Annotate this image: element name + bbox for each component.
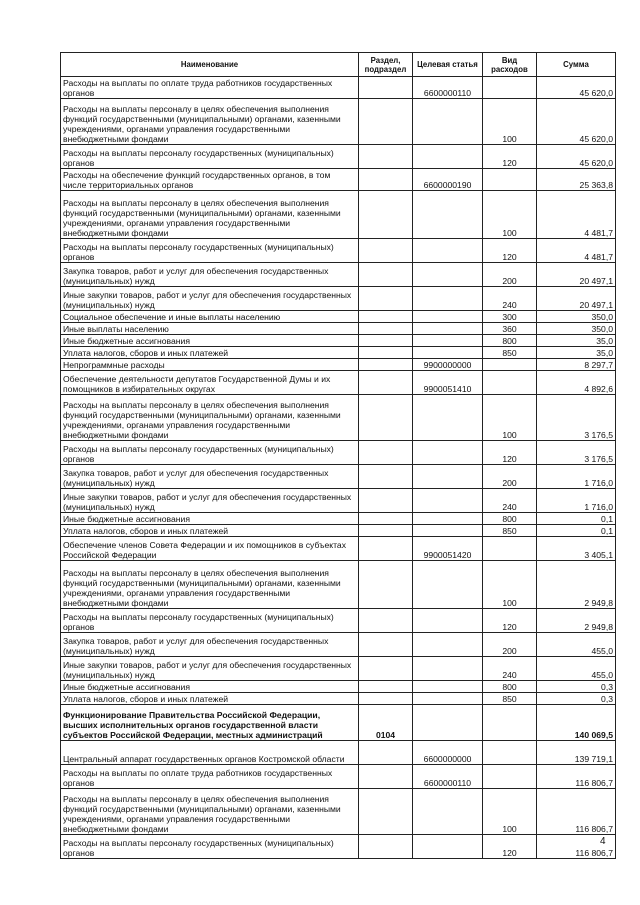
cell-name: Расходы на выплаты персоналу в целях обеспечения выполнения функций государственными (муниципальными) органами, казенными учреждениями, органами управления государственными внебюджетными фондами <box>61 191 359 239</box>
table-row <box>61 765 616 789</box>
cell-section <box>359 741 413 765</box>
table-row <box>61 169 616 191</box>
cell-section <box>359 395 413 441</box>
table-row <box>61 287 616 311</box>
cell-sum: 2 949,8 <box>537 609 616 633</box>
cell-section <box>359 371 413 395</box>
cell-target <box>413 561 483 609</box>
cell-target <box>413 465 483 489</box>
cell-type: 120 <box>483 145 537 169</box>
cell-name: Расходы на выплаты персоналу в целях обеспечения выполнения функций государственными (муниципальными) органами, казенными учреждениями, органами управления государственными внебюджетными фондами <box>61 99 359 145</box>
cell-name: Иные бюджетные ассигнования <box>61 335 359 347</box>
cell-sum: 0,1 <box>537 525 616 537</box>
table-row <box>61 335 616 347</box>
table-row <box>61 395 616 441</box>
cell-sum: 116 806,7 <box>537 835 616 859</box>
cell-name: Расходы на выплаты персоналу государственных (муниципальных) органов <box>61 609 359 633</box>
cell-name: Иные выплаты населению <box>61 323 359 335</box>
cell-target: 6600000110 <box>413 77 483 99</box>
cell-type: 240 <box>483 657 537 681</box>
cell-target <box>413 525 483 537</box>
cell-section <box>359 263 413 287</box>
cell-name: Расходы на выплаты по оплате труда работников государственных органов <box>61 765 359 789</box>
table-row <box>61 705 616 741</box>
cell-type: 120 <box>483 609 537 633</box>
cell-sum: 35,0 <box>537 335 616 347</box>
cell-name: Социальное обеспечение и иные выплаты населению <box>61 311 359 323</box>
table-row <box>61 239 616 263</box>
cell-sum: 20 497,1 <box>537 287 616 311</box>
cell-name: Расходы на выплаты персоналу государственных (муниципальных) органов <box>61 441 359 465</box>
cell-section <box>359 359 413 371</box>
cell-type: 240 <box>483 287 537 311</box>
cell-type: 800 <box>483 513 537 525</box>
cell-target <box>413 335 483 347</box>
cell-target: 9900000000 <box>413 359 483 371</box>
table-row <box>61 657 616 681</box>
cell-name: Расходы на выплаты персоналу в целях обеспечения выполнения функций государственными (муниципальными) органами, казенными учреждениями, органами управления государственными внебюджетными фондами <box>61 789 359 835</box>
cell-sum: 4 481,7 <box>537 239 616 263</box>
cell-section <box>359 145 413 169</box>
cell-sum: 0,1 <box>537 513 616 525</box>
cell-section <box>359 789 413 835</box>
cell-section <box>359 239 413 263</box>
cell-sum: 0,3 <box>537 693 616 705</box>
cell-sum: 1 716,0 <box>537 489 616 513</box>
cell-name: Расходы на выплаты по оплате труда работников государственных органов <box>61 77 359 99</box>
cell-section <box>359 765 413 789</box>
cell-name: Расходы на выплаты персоналу в целях обеспечения выполнения функций государственными (муниципальными) органами, казенными учреждениями, органами управления государственными внебюджетными фондами <box>61 561 359 609</box>
cell-target <box>413 513 483 525</box>
cell-target <box>413 239 483 263</box>
cell-name: Обеспечение деятельности депутатов Государственной Думы и их помощников в избирательных округах <box>61 371 359 395</box>
cell-type: 200 <box>483 465 537 489</box>
cell-target <box>413 323 483 335</box>
cell-type: 100 <box>483 395 537 441</box>
cell-sum: 45 620,0 <box>537 145 616 169</box>
cell-section <box>359 693 413 705</box>
table-row <box>61 191 616 239</box>
cell-name: Непрограммные расходы <box>61 359 359 371</box>
cell-target <box>413 191 483 239</box>
cell-sum: 350,0 <box>537 323 616 335</box>
cell-target: 6600000190 <box>413 169 483 191</box>
cell-section <box>359 525 413 537</box>
cell-section <box>359 335 413 347</box>
cell-section <box>359 489 413 513</box>
table-row <box>61 609 616 633</box>
cell-section <box>359 323 413 335</box>
cell-section <box>359 537 413 561</box>
cell-type: 360 <box>483 323 537 335</box>
cell-type: 120 <box>483 835 537 859</box>
cell-type: 800 <box>483 335 537 347</box>
cell-section <box>359 609 413 633</box>
table-row <box>61 347 616 359</box>
cell-type: 200 <box>483 633 537 657</box>
table-row <box>61 693 616 705</box>
cell-name: Закупка товаров, работ и услуг для обеспечения государственных (муниципальных) нужд <box>61 633 359 657</box>
header-section: Раздел, подраздел <box>359 53 413 77</box>
header-type: Вид расходов <box>483 53 537 77</box>
cell-name: Уплата налогов, сборов и иных платежей <box>61 525 359 537</box>
table-row <box>61 145 616 169</box>
cell-target: 6600000110 <box>413 765 483 789</box>
cell-section <box>359 77 413 99</box>
cell-section <box>359 441 413 465</box>
cell-name: Уплата налогов, сборов и иных платежей <box>61 693 359 705</box>
cell-target: 6600000000 <box>413 741 483 765</box>
table-row <box>61 525 616 537</box>
cell-target <box>413 311 483 323</box>
cell-name: Иные закупки товаров, работ и услуг для обеспечения государственных (муниципальных) нужд <box>61 287 359 311</box>
cell-section <box>359 347 413 359</box>
cell-target <box>413 633 483 657</box>
table-row <box>61 99 616 145</box>
cell-sum: 45 620,0 <box>537 99 616 145</box>
cell-target <box>413 145 483 169</box>
cell-name: Центральный аппарат государственных органов Костромской области <box>61 741 359 765</box>
cell-target <box>413 693 483 705</box>
cell-sum: 140 069,5 <box>537 705 616 741</box>
cell-sum: 4 481,7 <box>537 191 616 239</box>
table-row <box>61 371 616 395</box>
cell-sum: 3 405,1 <box>537 537 616 561</box>
cell-type <box>483 705 537 741</box>
cell-type: 120 <box>483 441 537 465</box>
cell-type: 200 <box>483 263 537 287</box>
cell-name: Закупка товаров, работ и услуг для обеспечения государственных (муниципальных) нужд <box>61 263 359 287</box>
cell-name: Закупка товаров, работ и услуг для обеспечения государственных (муниципальных) нужд <box>61 465 359 489</box>
table-row <box>61 77 616 99</box>
cell-sum: 350,0 <box>537 311 616 323</box>
cell-name: Иные закупки товаров, работ и услуг для обеспечения государственных (муниципальных) нужд <box>61 657 359 681</box>
cell-section <box>359 311 413 323</box>
table-row <box>61 513 616 525</box>
cell-section: 0104 <box>359 705 413 741</box>
cell-target: 9900051410 <box>413 371 483 395</box>
cell-name: Уплата налогов, сборов и иных платежей <box>61 347 359 359</box>
page-number: 4 <box>600 836 606 847</box>
cell-name: Расходы на выплаты персоналу в целях обеспечения выполнения функций государственными (муниципальными) органами, казенными учреждениями, органами управления государственными внебюджетными фондами <box>61 395 359 441</box>
cell-target <box>413 681 483 693</box>
cell-sum: 35,0 <box>537 347 616 359</box>
cell-sum: 20 497,1 <box>537 263 616 287</box>
cell-sum: 455,0 <box>537 657 616 681</box>
cell-name: Иные бюджетные ассигнования <box>61 513 359 525</box>
table-row <box>61 441 616 465</box>
cell-type: 100 <box>483 789 537 835</box>
table-row <box>61 537 616 561</box>
cell-target <box>413 441 483 465</box>
cell-name: Иные бюджетные ассигнования <box>61 681 359 693</box>
table-row <box>61 561 616 609</box>
cell-section <box>359 657 413 681</box>
table-row <box>61 789 616 835</box>
cell-type: 300 <box>483 311 537 323</box>
cell-section <box>359 561 413 609</box>
cell-section <box>359 99 413 145</box>
cell-sum: 8 297,7 <box>537 359 616 371</box>
header-name: Наименование <box>61 53 359 77</box>
cell-name: Обеспечение членов Совета Федерации и их помощников в субъектах Российской Федерации <box>61 537 359 561</box>
cell-section <box>359 681 413 693</box>
cell-type: 100 <box>483 561 537 609</box>
cell-section <box>359 191 413 239</box>
cell-name: Расходы на обеспечение функций государственных органов, в том числе территориальных органов <box>61 169 359 191</box>
table-header-row <box>61 53 616 77</box>
cell-target <box>413 287 483 311</box>
cell-target <box>413 489 483 513</box>
cell-type: 100 <box>483 99 537 145</box>
cell-type <box>483 371 537 395</box>
cell-target <box>413 705 483 741</box>
cell-sum: 116 806,7 <box>537 765 616 789</box>
cell-sum: 139 719,1 <box>537 741 616 765</box>
cell-name: Расходы на выплаты персоналу государственных (муниципальных) органов <box>61 145 359 169</box>
header-sum: Сумма <box>537 53 616 77</box>
cell-sum: 0,3 <box>537 681 616 693</box>
cell-type: 800 <box>483 681 537 693</box>
cell-sum: 1 716,0 <box>537 465 616 489</box>
cell-sum: 3 176,5 <box>537 441 616 465</box>
cell-type: 850 <box>483 347 537 359</box>
cell-sum: 3 176,5 <box>537 395 616 441</box>
cell-target <box>413 789 483 835</box>
cell-name: Функционирование Правительства Российской Федерации, высших исполнительных органов государственной власти субъектов Российской Федерации, местных администраций <box>61 705 359 741</box>
cell-type <box>483 77 537 99</box>
cell-target <box>413 263 483 287</box>
cell-target: 9900051420 <box>413 537 483 561</box>
table-row <box>61 323 616 335</box>
table-row <box>61 359 616 371</box>
cell-type: 100 <box>483 191 537 239</box>
table-row <box>61 263 616 287</box>
cell-sum: 25 363,8 <box>537 169 616 191</box>
cell-type: 120 <box>483 239 537 263</box>
cell-name: Иные закупки товаров, работ и услуг для обеспечения государственных (муниципальных) нужд <box>61 489 359 513</box>
cell-sum: 4 892,6 <box>537 371 616 395</box>
cell-name: Расходы на выплаты персоналу государственных (муниципальных) органов <box>61 835 359 859</box>
table-row <box>61 681 616 693</box>
cell-section <box>359 287 413 311</box>
cell-type <box>483 537 537 561</box>
cell-section <box>359 633 413 657</box>
cell-name: Расходы на выплаты персоналу государственных (муниципальных) органов <box>61 239 359 263</box>
cell-sum: 116 806,7 <box>537 789 616 835</box>
cell-type <box>483 765 537 789</box>
cell-section <box>359 835 413 859</box>
cell-target <box>413 835 483 859</box>
cell-sum: 45 620,0 <box>537 77 616 99</box>
table-row <box>61 465 616 489</box>
cell-type: 850 <box>483 693 537 705</box>
cell-target <box>413 99 483 145</box>
header-target: Целевая статья <box>413 53 483 77</box>
table-row <box>61 489 616 513</box>
cell-type <box>483 359 537 371</box>
table-row <box>61 633 616 657</box>
table-row <box>61 311 616 323</box>
cell-section <box>359 465 413 489</box>
cell-type <box>483 741 537 765</box>
cell-target <box>413 609 483 633</box>
cell-type: 850 <box>483 525 537 537</box>
table-row <box>61 741 616 765</box>
cell-section <box>359 169 413 191</box>
cell-section <box>359 513 413 525</box>
budget-table <box>60 52 616 859</box>
cell-target <box>413 395 483 441</box>
cell-sum: 2 949,8 <box>537 561 616 609</box>
table-row <box>61 835 616 859</box>
cell-type: 240 <box>483 489 537 513</box>
cell-type <box>483 169 537 191</box>
table-body <box>61 77 616 859</box>
cell-target <box>413 347 483 359</box>
cell-sum: 455,0 <box>537 633 616 657</box>
cell-target <box>413 657 483 681</box>
